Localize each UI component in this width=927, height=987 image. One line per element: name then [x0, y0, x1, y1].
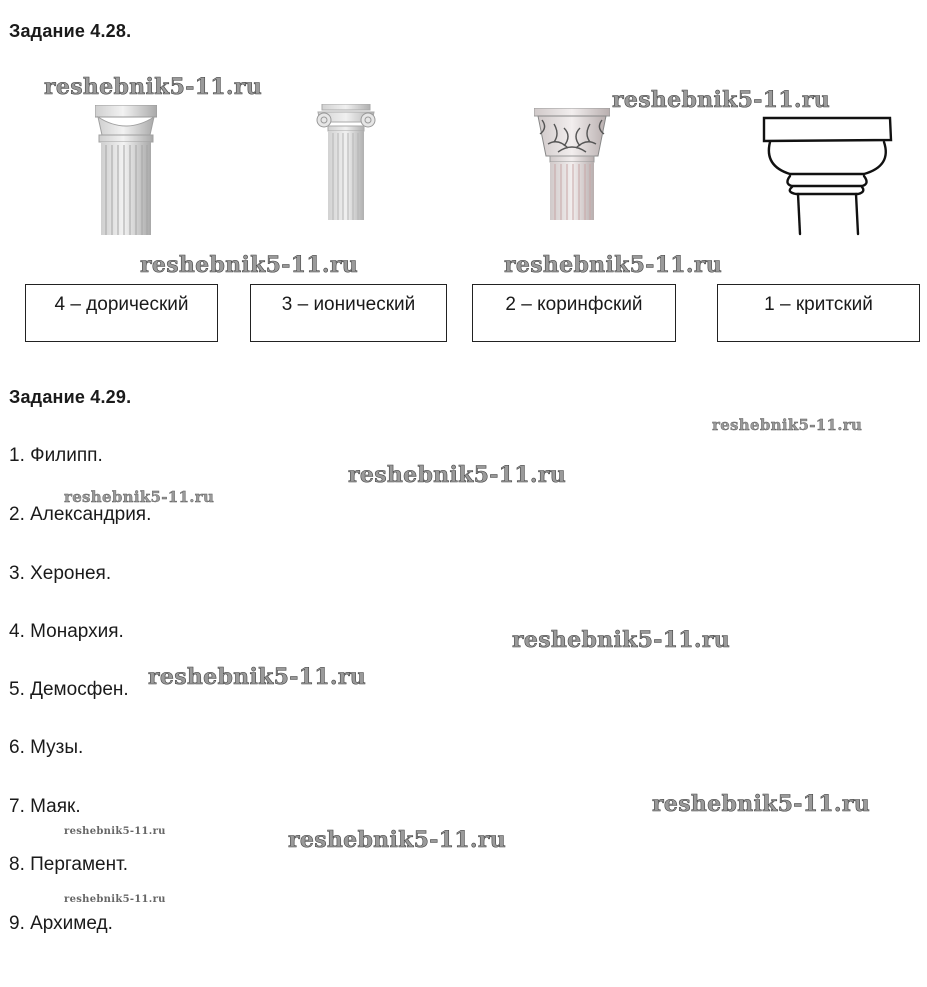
watermark: reshebnik5-11.ru	[504, 252, 723, 278]
answer-item: 4. Монархия.	[9, 621, 124, 642]
answer-item: 3. Херонея.	[9, 563, 112, 584]
watermark: reshebnik5-11.ru	[612, 87, 831, 113]
watermark: reshebnik5-11.ru	[64, 894, 166, 905]
answer-item: 7. Маяк.	[9, 796, 81, 817]
ionic-column-image	[316, 104, 376, 220]
watermark: reshebnik5-11.ru	[348, 462, 567, 488]
ionic-label: 3 – ионический	[250, 284, 447, 342]
corinthian-label: 2 – коринфский	[472, 284, 676, 342]
doric-label: 4 – дорический	[25, 284, 218, 342]
watermark: reshebnik5-11.ru	[652, 791, 871, 817]
watermark: reshebnik5-11.ru	[712, 416, 863, 434]
watermark: reshebnik5-11.ru	[64, 826, 166, 837]
watermark: reshebnik5-11.ru	[288, 827, 507, 853]
watermark: reshebnik5-11.ru	[512, 627, 731, 653]
answer-item: 9. Архимед.	[9, 913, 113, 934]
watermark: reshebnik5-11.ru	[148, 664, 367, 690]
answer-item: 6. Музы.	[9, 737, 84, 758]
answer-item: 1. Филипп.	[9, 445, 103, 466]
doric-column-image	[95, 105, 157, 235]
answer-item: 5. Демосфен.	[9, 679, 129, 700]
watermark: reshebnik5-11.ru	[140, 252, 359, 278]
cretan-column-image	[760, 114, 896, 236]
answer-item: 8. Пергамент.	[9, 854, 128, 875]
answer-item: 2. Александрия.	[9, 504, 152, 525]
watermark: reshebnik5-11.ru	[64, 488, 215, 506]
task-4-29-heading: Задание 4.29.	[9, 387, 132, 407]
watermark: reshebnik5-11.ru	[44, 74, 263, 100]
corinthian-column-image	[534, 108, 610, 220]
cretan-label: 1 – критский	[717, 284, 920, 342]
task-4-28-heading: Задание 4.28.	[9, 21, 132, 41]
